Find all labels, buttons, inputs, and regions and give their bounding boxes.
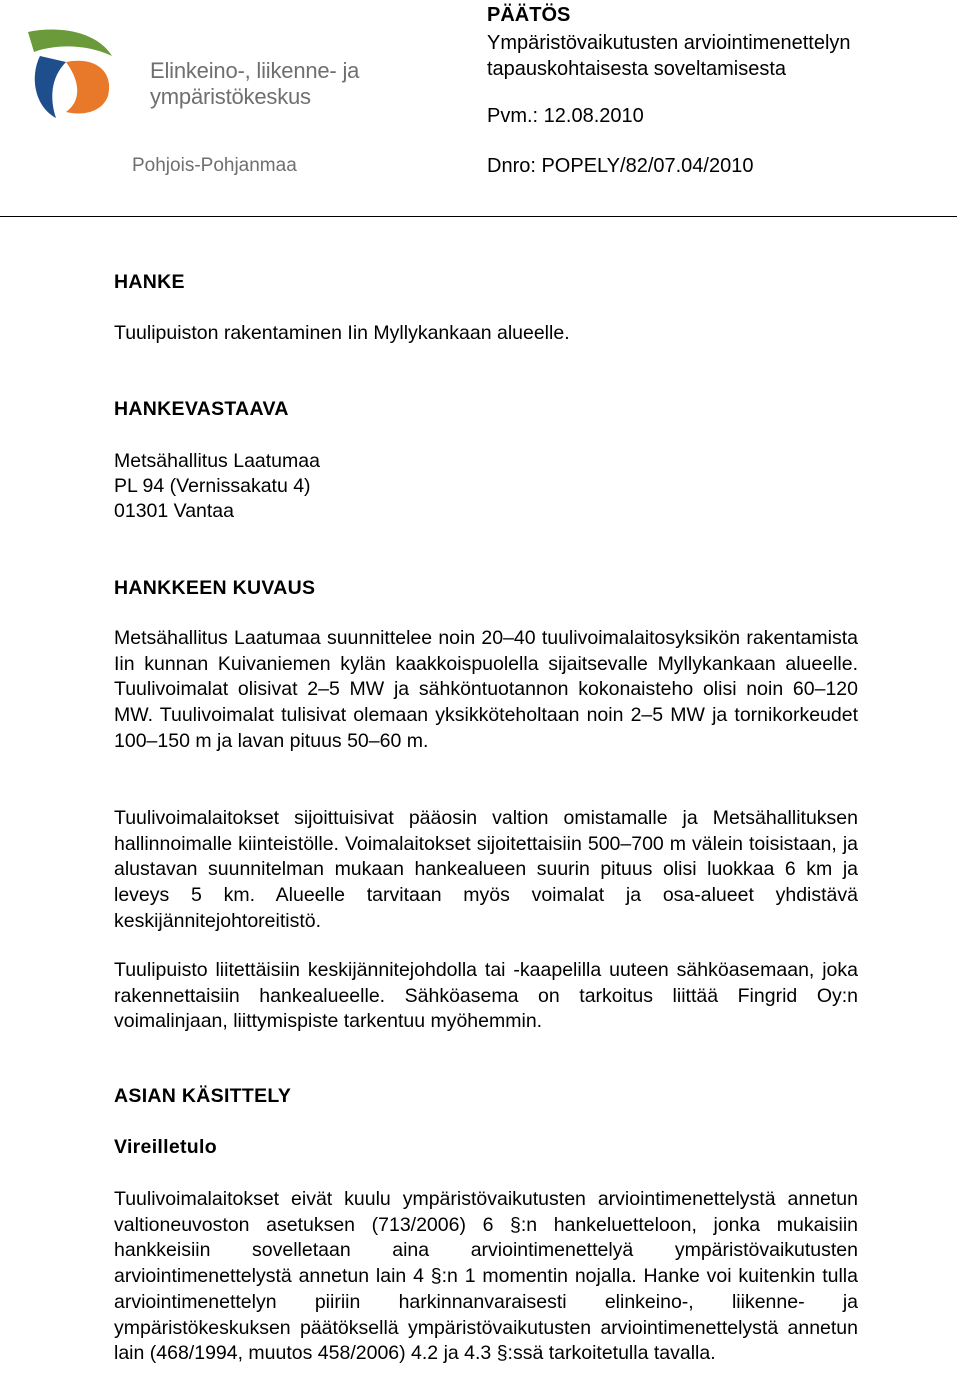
kuvaus-paragraph-2: Tuulivoimalaitokset sijoittuisivat pääosin valtion omistamalle ja Metsähallituksen hallinnoimalle kiinteistölle. Voimalaitokset sijoitettaisiin 500–700 m välein toisistaan, ja alustavan suunnitelman mukaan hankealueen suurin pituus olisi luokkaa 6 km ja leveys 5 km. Alueelle tarvitaan myös voimalat ja osa-alueet yhdistävä keskijännitejohtoreitistö.	[114, 807, 858, 932]
region-label: Pohjois-Pohjanmaa	[132, 155, 297, 176]
document-type: PÄÄTÖS	[487, 4, 571, 26]
kasittely-heading: ASIAN KÄSITTELY	[114, 1085, 292, 1107]
kuvaus-paragraph-1: Metsähallitus Laatumaa suunnittelee noin 20–40 tuulivoimalaitosyksikön rakentamista Iin kunnan Kuivaniemen kylän kaakkoispuolella sijaitsevalle Myllykankaan alueelle. Tuulivoimalat olisivat 2–5 MW ja sähköntuotannon kokonaisteho olisi noin 60–120 MW. Tuulivoimalat tulisivat olemaan yksikköteholtaan noin 2–5 MW ja tornikorkeudet 100–150 m ja lavan pituus 50–60 m.	[114, 627, 858, 752]
ely-logo	[26, 26, 366, 126]
hanke-text: Tuulipuiston rakentaminen Iin Myllykankaan alueelle.	[114, 322, 570, 344]
org-name-line1: Elinkeino-, liikenne- ja	[150, 58, 360, 83]
document-date: Pvm.: 12.08.2010	[487, 105, 644, 127]
hankevastaava-line1: Metsähallitus Laatumaa	[114, 450, 320, 472]
vireilletulo-paragraph: Tuulivoimalaitokset eivät kuulu ympäristövaikutusten arviointimenettelystä annetun valtioneuvoston asetuksen (713/2006) 6 §:n hankeluetteloon, jonka mukaisiin hankkeisiin sovelletaan aina arviointimenettelyä ympäristövaikutusten arviointimenettelystä annetun lain 4 §:n 1 momentin nojalla. Hanke voi kuitenkin tulla arviointimenettelyn piiriin harkinnanvaraisesti elinkeino-, liikenne- ja ympäristökeskuksen päätöksellä ympäristövaikutusten arviointimenettelystä annetun lain (468/1994, muutos 458/2006) 4.2 ja 4.3 §:ssä tarkoitetulla tavalla.	[114, 1188, 858, 1365]
kuvaus-heading: HANKKEEN KUVAUS	[114, 577, 316, 599]
org-name-line2: ympäristökeskus	[150, 84, 311, 109]
document-dnro: Dnro: POPELY/82/07.04/2010	[487, 155, 754, 177]
hankevastaava-heading: HANKEVASTAAVA	[114, 398, 289, 420]
hankevastaava-line3: 01301 Vantaa	[114, 500, 234, 522]
hankevastaava-line2: PL 94 (Vernissakatu 4)	[114, 475, 311, 497]
kuvaus-paragraph-3: Tuulipuisto liitettäisiin keskijännitejohdolla tai -kaapelilla uuteen sähköasemaan, joka rakennettaisiin hankealueelle. Sähköasema on tarkoitus liittää Fingrid Oy:n voimalinjaan, liittymispiste tarkentuu myöhemmin.	[114, 959, 858, 1033]
ely-leaf-icon	[26, 26, 126, 126]
document-subtitle: Ympäristövaikutusten arviointimenettelyn tapauskohtaisesta soveltamisesta	[487, 32, 851, 80]
header-divider	[0, 216, 957, 217]
vireilletulo-heading: Vireilletulo	[114, 1136, 217, 1158]
hanke-heading: HANKE	[114, 271, 185, 293]
